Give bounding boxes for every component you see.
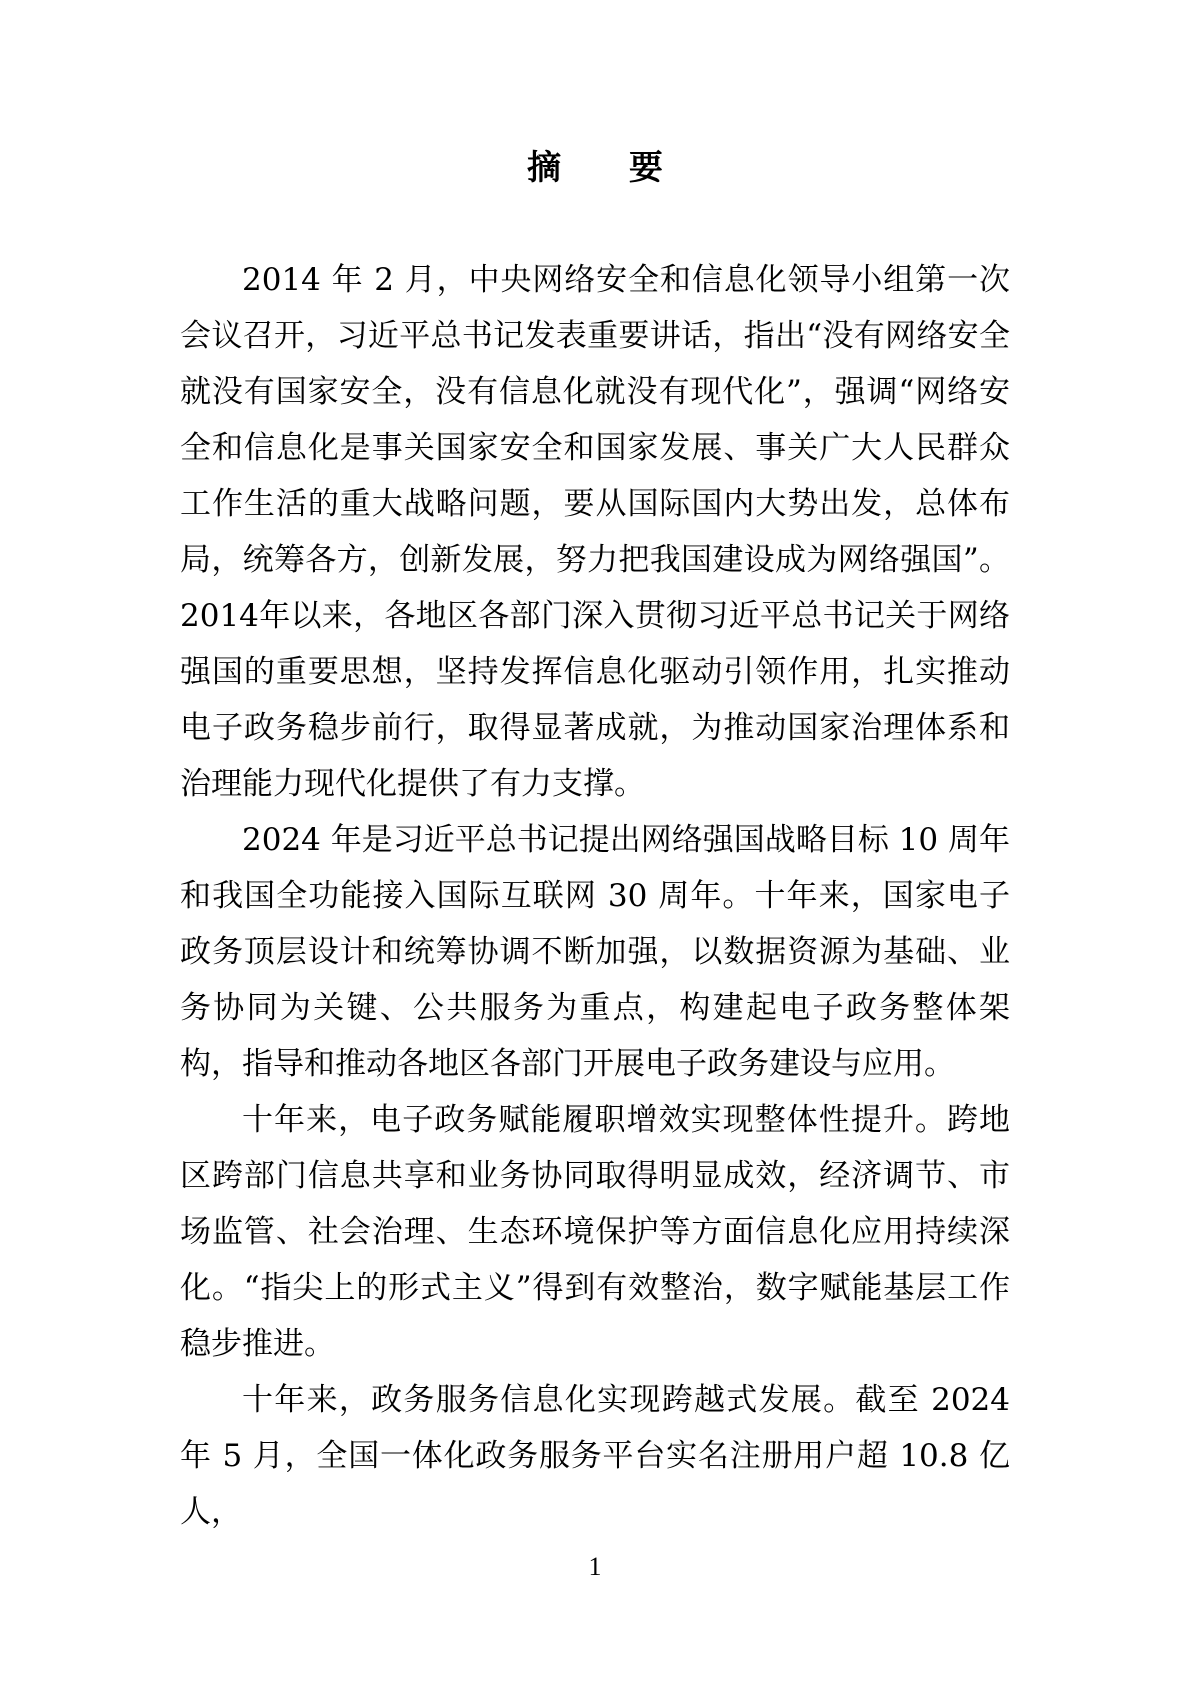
paragraph-3: 十年来，电子政务赋能履职增效实现整体性提升。跨地区跨部门信息共享和业务协同取得明显成效，经济调节、市场监管、社会治理、生态环境保护等方面信息化应用持续深化。“指尖上的形式主义”得到有效整治，数字赋能基层工作稳步推进。	[180, 1102, 1010, 1362]
paragraph-4: 十年来，政务服务信息化实现跨越式发展。截至 2024年 5 月，全国一体化政务服务平台实名注册用户超 10.8 亿人，	[180, 1382, 1010, 1530]
abstract-body	[180, 252, 1010, 1540]
paragraph-1: 2014 年 2 月，中央网络安全和信息化领导小组第一次会议召开，习近平总书记发表重要讲话，指出“没有网络安全就没有国家安全，没有信息化就没有现代化”，强调“网络安全和信息化是事关国家安全和国家发展、事关广大人民群众工作生活的重大战略问题，要从国际国内大势出发，总体布局，统筹各方，创新发展，努力把我国建设成为网络强国”。2014年以来，各地区各部门深入贯彻习近平总书记关于网络强国的重要思想，坚持发挥信息化驱动引领作用，扎实推动电子政务稳步前行，取得显著成就，为推动国家治理体系和治理能力现代化提供了有力支撑。	[180, 262, 1010, 802]
page-title: 摘 要	[527, 148, 691, 188]
page-number: 1	[588, 1552, 602, 1581]
paragraph-2: 2024 年是习近平总书记提出网络强国战略目标 10 周年和我国全功能接入国际互联网 30 周年。十年来，国家电子政务顶层设计和统筹协调不断加强，以数据资源为基础、业务协同为关键、公共服务为重点，构建起电子政务整体架构，指导和推动各地区各部门开展电子政务建设与应用。	[180, 822, 1010, 1082]
